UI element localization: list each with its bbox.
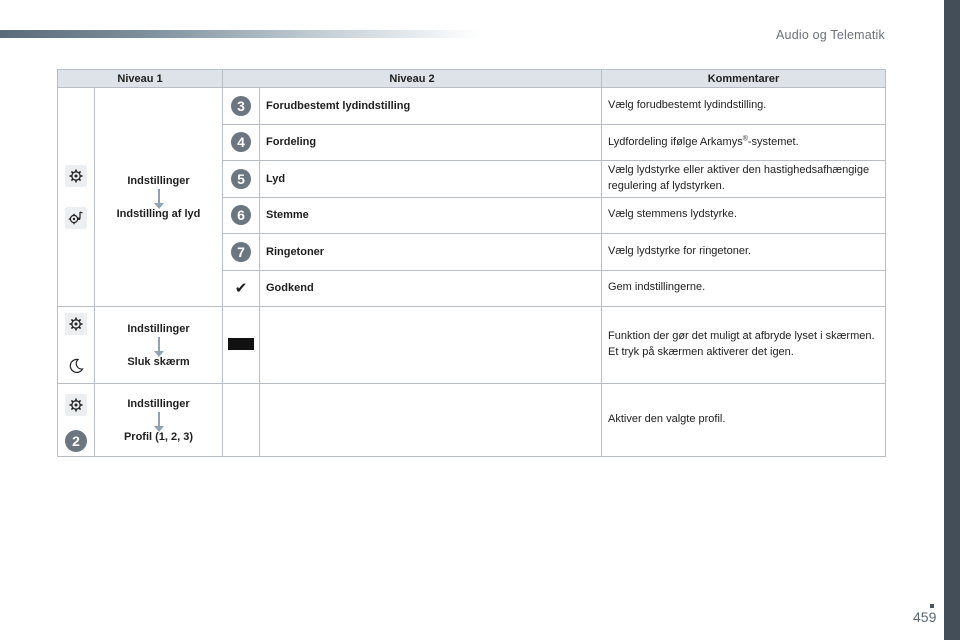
number-badge: 3 [231,96,251,116]
level1-top-label: Indstillinger [127,397,190,410]
level2-label: Fordeling [260,124,602,161]
number-cell [223,161,260,198]
level2-label: Ringetoner [260,234,602,271]
registered-mark: ® [742,134,748,142]
level1-icons [58,88,95,307]
comment-cell: Vælg forudbestemt lydindstilling. [602,88,886,125]
number-badge: 6 [231,205,251,225]
gear-icon [65,165,87,187]
number-badge: 7 [231,242,251,262]
number-cell [223,124,260,161]
comment-line: Funktion der gør det muligt at afbryde lyset i skærmen. [608,330,875,343]
level2-label: Forudbestemt lydindstilling [260,88,602,125]
number-cell [223,197,260,234]
side-strip [944,0,960,640]
header-gradient-bar [0,30,480,38]
header-kommentarer: Kommentarer [602,70,886,88]
level1-label [95,307,223,384]
level1-top-label: Indstillinger [127,322,190,335]
level1-bottom-label: Indstilling af lyd [116,207,201,220]
level2-label: Godkend [260,270,602,307]
number-badge: 4 [231,132,251,152]
level1-bottom-label: Profil (1, 2, 3) [123,430,194,443]
black-screen-icon [228,338,254,350]
number-cell [223,234,260,271]
page-marker-dot [930,604,934,608]
level1-label [95,88,223,307]
comment-cell [602,124,886,161]
settings-table [57,69,886,457]
gear-icon [65,313,87,335]
comment-cell: Vælg lydstyrke for ringetoner. [602,234,886,271]
level2-empty [260,307,602,384]
arrow-down-icon [158,189,160,205]
level1-icons [58,307,95,384]
comment-text: Lydfordeling ifølge Arkamys®-systemet. [608,134,799,148]
number-cell [223,88,260,125]
arrow-down-icon [158,337,160,353]
level2-label: Stemme [260,197,602,234]
comment-line: Et tryk på skærmen aktiverer det igen. [608,346,794,358]
comment-cell [602,307,886,384]
screen-off-cell [223,307,260,384]
section-title: Audio og Telematik [776,28,885,42]
number-2-badge: 2 [65,430,87,452]
gear-icon [65,394,87,416]
comment-cell: Aktiver den valgte profil. [602,384,886,457]
table-row [58,88,886,125]
number-badge: 5 [231,169,251,189]
level1-label [95,384,223,457]
level1-top-label: Indstillinger [127,174,190,187]
table-row [58,384,886,457]
check-icon: ✔ [234,280,248,298]
page-number: 459 [913,609,937,625]
comment-cell: Gem indstillingerne. [602,270,886,307]
header-niveau-1: Niveau 1 [58,70,223,88]
arrow-down-icon [158,412,160,428]
number-cell-empty [223,384,260,457]
level1-bottom-label: Sluk skærm [127,355,190,368]
level2-empty [260,384,602,457]
table-header-row [58,70,886,88]
number-cell [223,270,260,307]
table-row [58,307,886,384]
comment-cell: Vælg stemmens lydstyrke. [602,197,886,234]
sound-settings-icon [65,207,87,229]
comment-cell: Vælg lydstyrke eller aktiver den hastighedsafhængige regulering af lydstyrken. [602,161,886,198]
level1-icons [58,384,95,457]
level2-label: Lyd [260,161,602,198]
moon-icon [65,355,87,377]
header-niveau-2: Niveau 2 [223,70,602,88]
